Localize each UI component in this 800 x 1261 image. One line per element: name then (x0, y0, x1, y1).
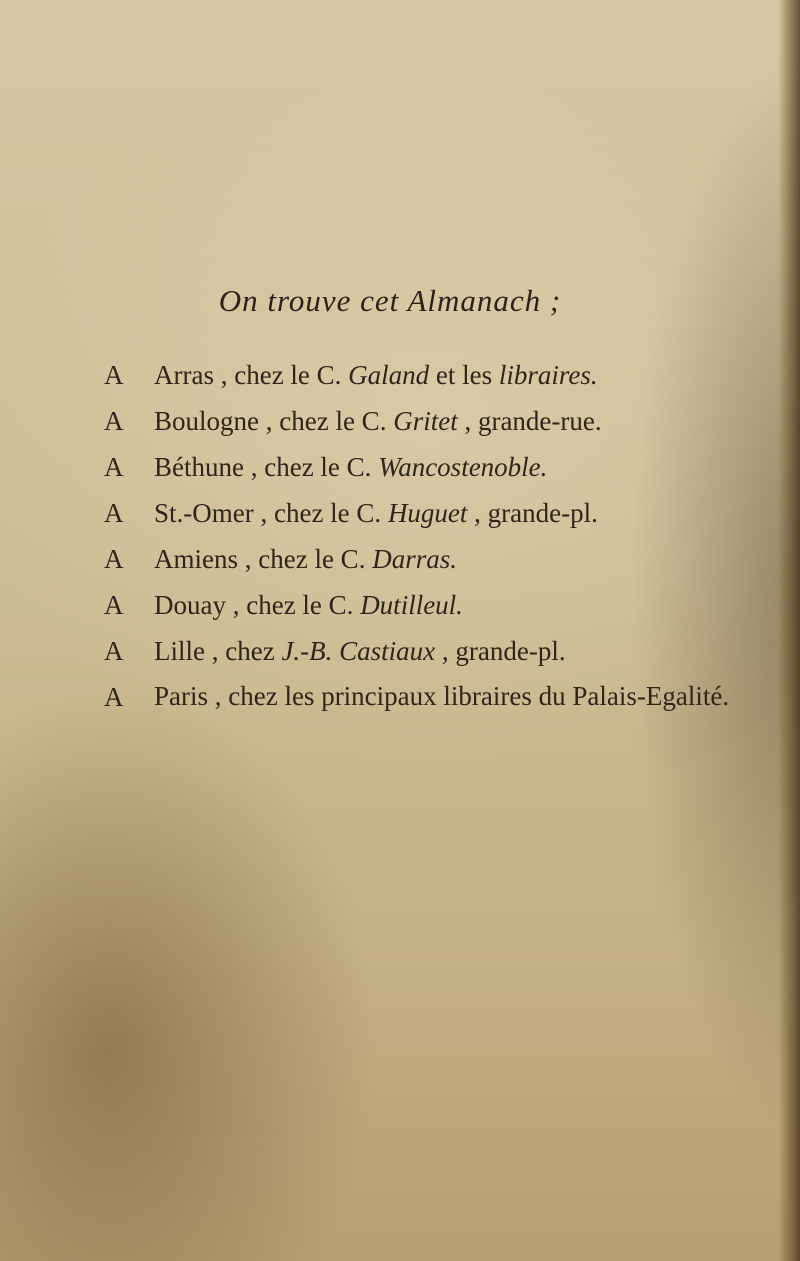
entry-text: Paris , chez les principaux libraires du Palais-Egalité. (154, 681, 730, 711)
list-item-arras (104, 352, 794, 398)
list-item-boulogne (104, 398, 794, 444)
page-heading: On trouve cet Almanach ; (218, 283, 562, 318)
entry-text: Arras , chez le C. Galand et les libraires. (154, 360, 598, 390)
list-item-st-omer (104, 490, 794, 536)
entry-text: Douay , chez le C. Dutilleul. (154, 590, 463, 620)
bookseller-list (104, 352, 794, 766)
list-item-paris (104, 674, 794, 766)
entry-prefix: A (104, 590, 124, 620)
entry-text: St.-Omer , chez le C. Huguet , grande-pl. (154, 498, 598, 528)
entry-prefix: A (104, 498, 124, 528)
entry-prefix: A (104, 636, 124, 666)
entry-text: Lille , chez J.-B. Castiaux , grande-pl. (154, 636, 566, 666)
list-item-douay (104, 582, 794, 628)
entry-prefix: A (104, 360, 124, 390)
entry-prefix: A (104, 682, 124, 712)
entry-prefix: A (104, 452, 124, 482)
entry-prefix: A (104, 544, 124, 574)
list-item-lille (104, 628, 794, 674)
entry-text: Boulogne , chez le C. Gritet , grande-rue. (154, 406, 602, 436)
entry-text: Béthune , chez le C. Wancostenoble. (154, 452, 548, 482)
entry-text: Amiens , chez le C. Darras. (154, 544, 457, 574)
entry-prefix: A (104, 406, 124, 436)
list-item-bethune (104, 444, 794, 490)
list-item-amiens (104, 536, 794, 582)
